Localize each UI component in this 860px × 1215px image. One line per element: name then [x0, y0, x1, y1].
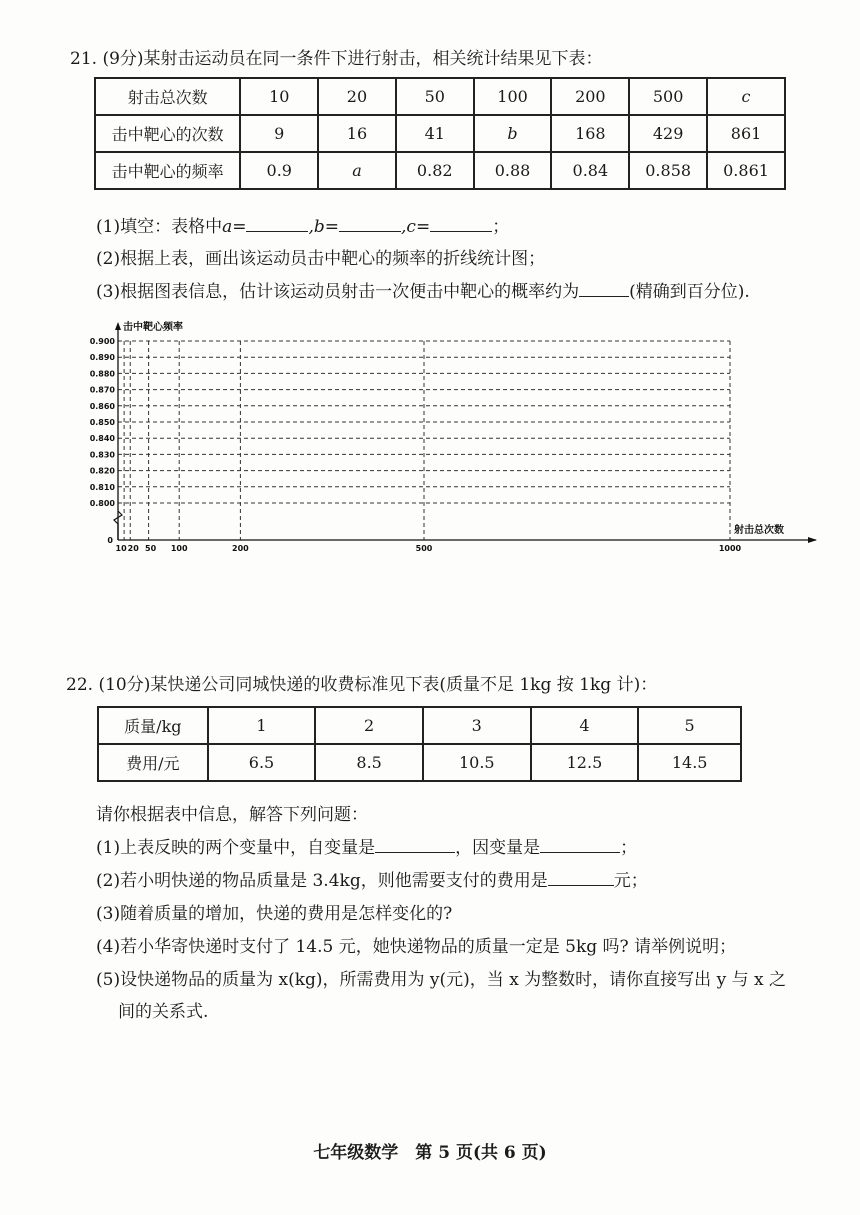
- table-cell: 10: [240, 78, 318, 115]
- table-cell: 0.88: [474, 152, 552, 189]
- table-row: [95, 115, 785, 152]
- x-axis-label: 射击总次数: [734, 525, 784, 536]
- y-tick-label: 0.800: [89, 499, 115, 508]
- y-tick-label: 0.900: [89, 337, 115, 346]
- y-tick-label: 0.850: [89, 418, 115, 427]
- part2-prefix: (2)若小明快递的物品质量是 3.4kg，则他需要支付的费用是: [96, 871, 548, 891]
- table-cell: a: [318, 152, 396, 189]
- table-row: [98, 707, 741, 744]
- q22-intro: 请你根据表中信息，解答下列问题：: [96, 805, 368, 825]
- part3-suffix: (精确到百分位).: [629, 282, 750, 302]
- answer-blank-probability[interactable]: [579, 282, 629, 297]
- table-cell: 12.5: [531, 744, 639, 781]
- x-tick-label: 200: [232, 544, 249, 553]
- y-tick-label: 0.840: [89, 434, 115, 444]
- q21-part1: [96, 212, 509, 237]
- table-cell: 10.5: [423, 744, 531, 781]
- q22-part1: [96, 833, 637, 858]
- table-cell: c: [707, 78, 785, 115]
- table-cell: 41: [396, 115, 474, 152]
- table-cell: 质量/kg: [98, 707, 208, 744]
- y-zero-label: 0: [107, 536, 113, 545]
- table-cell: 14.5: [638, 744, 741, 781]
- table-cell: 2: [315, 707, 423, 744]
- table-cell: 50: [396, 78, 474, 115]
- q22-part5-line1: (5)设快递物品的质量为 x(kg)，所需费用为 y(元)，当 x 为整数时，请你直接写出 y 与 x 之: [96, 970, 786, 990]
- q22-heading: 22. (10分)某快递公司同城快递的收费标准见下表(质量不足 1kg 按 1kg 计)：: [66, 675, 658, 695]
- y-axis-label: 击中靶心频率: [123, 322, 183, 333]
- q21-part3: [96, 277, 750, 302]
- answer-blank-dependent[interactable]: [540, 838, 620, 853]
- table-cell: 射击总次数: [95, 78, 240, 115]
- x-axis-arrow: [808, 537, 817, 543]
- answer-blank-a[interactable]: [246, 217, 308, 232]
- q21-table: [94, 77, 786, 190]
- part3-prefix: (3)根据图表信息，估计该运动员射击一次便击中靶心的概率约为: [96, 282, 580, 302]
- y-tick-label: 0.820: [89, 466, 115, 476]
- table-row: [98, 744, 741, 781]
- q22-part5-line2: 间的关系式.: [118, 1002, 209, 1022]
- table-cell: 6.5: [208, 744, 316, 781]
- page-footer: 七年级数学 第 5 页(共 6 页): [313, 1143, 547, 1163]
- y-tick-label: 0.810: [89, 482, 115, 492]
- q22-part2: [96, 866, 648, 891]
- table-cell: 3: [423, 707, 531, 744]
- table-cell: 4: [531, 707, 639, 744]
- part1-end: ；: [620, 838, 638, 858]
- x-tick-label: 50: [145, 544, 157, 553]
- part1-end: ；: [492, 217, 510, 237]
- table-cell: 20: [318, 78, 396, 115]
- y-tick-label: 0.830: [89, 450, 115, 460]
- table-row: [95, 78, 785, 115]
- table-cell: b: [474, 115, 552, 152]
- q22-part3: (3)随着质量的增加，快递的费用是怎样变化的?: [96, 904, 453, 924]
- table-cell: 9: [240, 115, 318, 152]
- x-tick-label: 100: [170, 544, 188, 553]
- table-cell: 费用/元: [98, 744, 208, 781]
- part1-middle: ，因变量是: [455, 838, 541, 858]
- x-tick-label: 20: [127, 544, 139, 553]
- q21-heading: 21. (9分)某射击运动员在同一条件下进行射击，相关统计结果见下表：: [70, 49, 603, 69]
- table-cell: 861: [707, 115, 785, 152]
- table-cell: 0.84: [551, 152, 629, 189]
- table-cell: 5: [638, 707, 741, 744]
- part1-prefix: (1)填空：表格中: [96, 217, 223, 237]
- table-cell: 0.861: [707, 152, 785, 189]
- y-tick-label: 0.890: [89, 353, 115, 363]
- x-tick-label: 1000: [718, 544, 742, 553]
- answer-blank-b[interactable]: [339, 217, 401, 232]
- y-tick-label: 0.880: [89, 369, 115, 379]
- answer-blank-c[interactable]: [430, 217, 492, 232]
- table-cell: 100: [474, 78, 552, 115]
- x-tick-label: 10: [115, 544, 127, 553]
- y-tick-label: 0.870: [89, 385, 115, 395]
- table-cell: 500: [629, 78, 707, 115]
- q22-part4: (4)若小华寄快递时支付了 14.5 元，她快递物品的质量一定是 5kg 吗? 请举例说明；: [96, 937, 737, 957]
- label-a: a=: [222, 217, 247, 237]
- answer-blank-cost[interactable]: [548, 871, 614, 886]
- table-cell: 0.82: [396, 152, 474, 189]
- table-cell: 16: [318, 115, 396, 152]
- x-tick-label: 500: [415, 544, 433, 553]
- table-cell: 击中靶心的频率: [95, 152, 240, 189]
- part2-end: 元；: [613, 871, 648, 891]
- table-cell: 200: [551, 78, 629, 115]
- table-row: [95, 152, 785, 189]
- table-cell: 168: [551, 115, 629, 152]
- q21-part2: (2)根据上表，画出该运动员击中靶心的频率的折线统计图；: [96, 249, 546, 269]
- answer-blank-independent[interactable]: [375, 838, 455, 853]
- table-cell: 8.5: [315, 744, 423, 781]
- label-c: ,c=: [401, 217, 431, 237]
- table-cell: 0.9: [240, 152, 318, 189]
- table-cell: 0.858: [629, 152, 707, 189]
- frequency-chart: [88, 318, 828, 563]
- label-b: ,b=: [308, 217, 340, 237]
- part1-prefix: (1)上表反映的两个变量中，自变量是: [96, 838, 376, 858]
- table-cell: 429: [629, 115, 707, 152]
- y-tick-label: 0.860: [89, 401, 115, 411]
- y-axis-arrow: [115, 322, 121, 330]
- table-cell: 1: [208, 707, 316, 744]
- q22-table: [97, 706, 742, 782]
- table-cell: 击中靶心的次数: [95, 115, 240, 152]
